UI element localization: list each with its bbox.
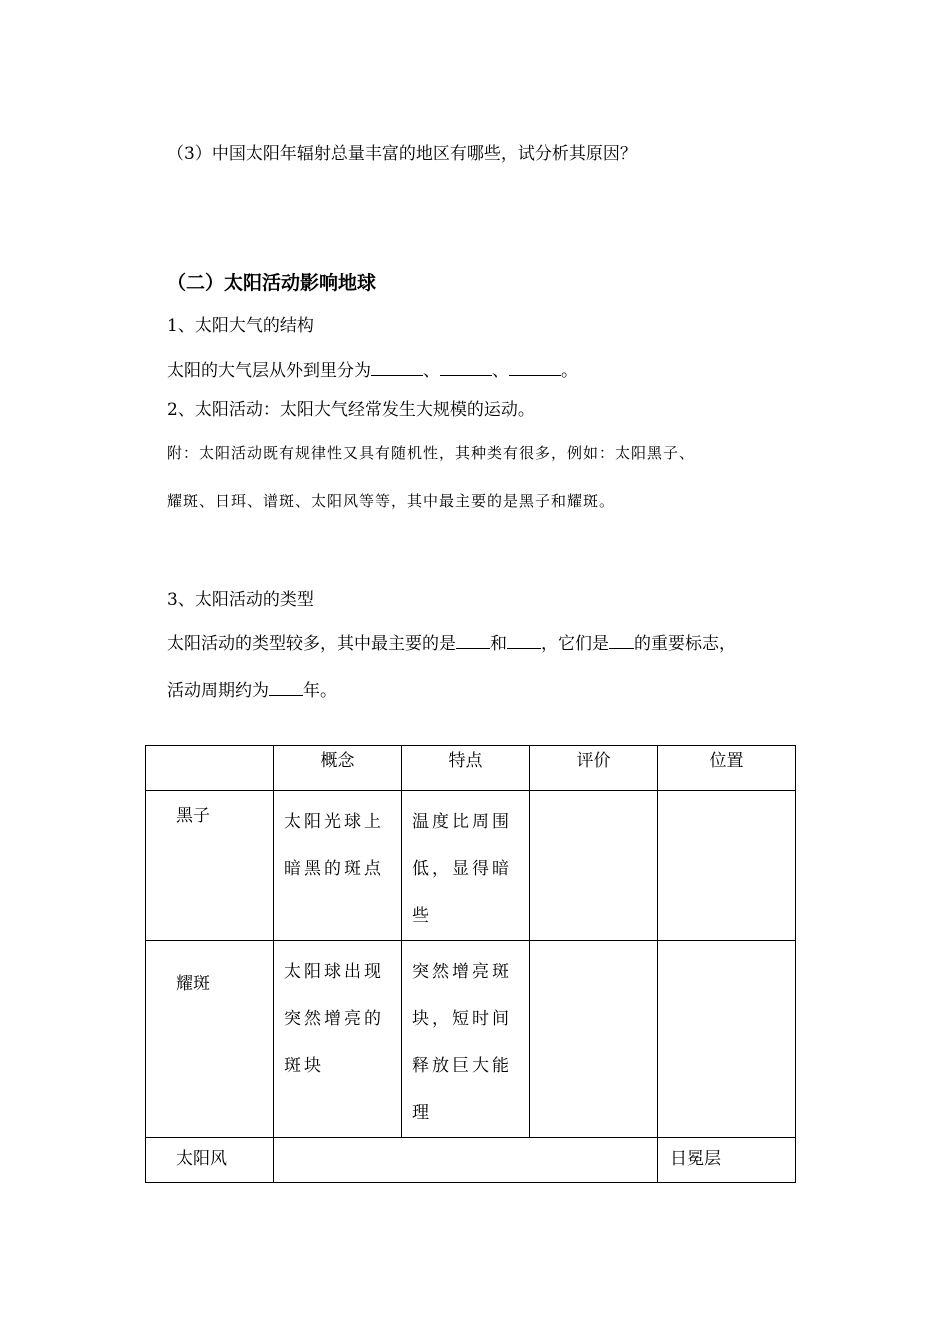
solar-activity-table xyxy=(145,745,796,1183)
note-line-2: 耀斑、日珥、谱斑、太阳风等等，其中最主要的是黑子和耀斑。 xyxy=(167,492,616,510)
separator: 、 xyxy=(492,361,509,381)
evaluation-cell[interactable] xyxy=(530,791,658,941)
item3-text xyxy=(167,633,736,653)
position-cell: 日冕层 xyxy=(670,1149,721,1169)
answer-blank[interactable] xyxy=(509,360,561,376)
row-name: 黑子 xyxy=(176,806,210,826)
item3-text-d: 的重要标志， xyxy=(634,634,736,654)
table-header-row xyxy=(146,746,796,791)
merged-cell[interactable] xyxy=(274,1138,658,1183)
answer-blank[interactable] xyxy=(371,360,423,376)
feature-cell: 突然增亮斑块，短时间释放巨大能理 xyxy=(412,962,512,1123)
answer-blank[interactable] xyxy=(269,680,303,696)
table-row xyxy=(146,941,796,1138)
row-name: 耀斑 xyxy=(176,974,210,994)
item1-text-prefix: 太阳的大气层从外到里分为 xyxy=(167,361,371,381)
header-cell: 位置 xyxy=(658,746,796,791)
period: 。 xyxy=(561,361,578,381)
concept-cell: 太阳球出现突然增亮的斑块 xyxy=(284,962,384,1076)
position-cell[interactable] xyxy=(658,941,796,1138)
answer-blank[interactable] xyxy=(456,633,490,649)
item2-text: 2、太阳活动：太阳大气经常发生大规模的运动。 xyxy=(167,400,535,420)
item3-text-cont xyxy=(167,680,337,700)
feature-cell: 温度比周围低，显得暗些 xyxy=(412,812,512,926)
item3-text-f: 年。 xyxy=(303,681,337,701)
answer-blank[interactable] xyxy=(609,633,634,649)
row-name: 太阳风 xyxy=(176,1149,227,1169)
concept-cell: 太阳光球上暗黑的斑点 xyxy=(284,812,384,879)
question-3: （3）中国太阳年辐射总量丰富的地区有哪些，试分析其原因？ xyxy=(167,144,637,164)
header-cell: 评价 xyxy=(530,746,658,791)
item3-text-e: 活动周期约为 xyxy=(167,681,269,701)
item3-text-c: ，它们是 xyxy=(541,634,609,654)
item1-text xyxy=(167,360,578,380)
table-row xyxy=(146,1138,796,1183)
position-cell[interactable] xyxy=(658,791,796,941)
header-cell: 特点 xyxy=(402,746,530,791)
item3-title: 3、太阳活动的类型 xyxy=(167,590,314,610)
item1-title: 1、太阳大气的结构 xyxy=(167,316,314,336)
separator: 、 xyxy=(423,361,440,381)
section-title: （二）太阳活动影响地球 xyxy=(167,272,377,294)
item3-text-b: 和 xyxy=(490,634,507,654)
header-cell: 概念 xyxy=(274,746,402,791)
evaluation-cell[interactable] xyxy=(530,941,658,1138)
table-row xyxy=(146,791,796,941)
note-line-1: 附：太阳活动既有规律性又具有随机性，其种类有很多，例如：太阳黑子、 xyxy=(167,444,696,462)
item3-text-a: 太阳活动的类型较多，其中最主要的是 xyxy=(167,634,456,654)
header-cell xyxy=(146,746,274,791)
answer-blank[interactable] xyxy=(507,633,541,649)
answer-blank[interactable] xyxy=(440,360,492,376)
